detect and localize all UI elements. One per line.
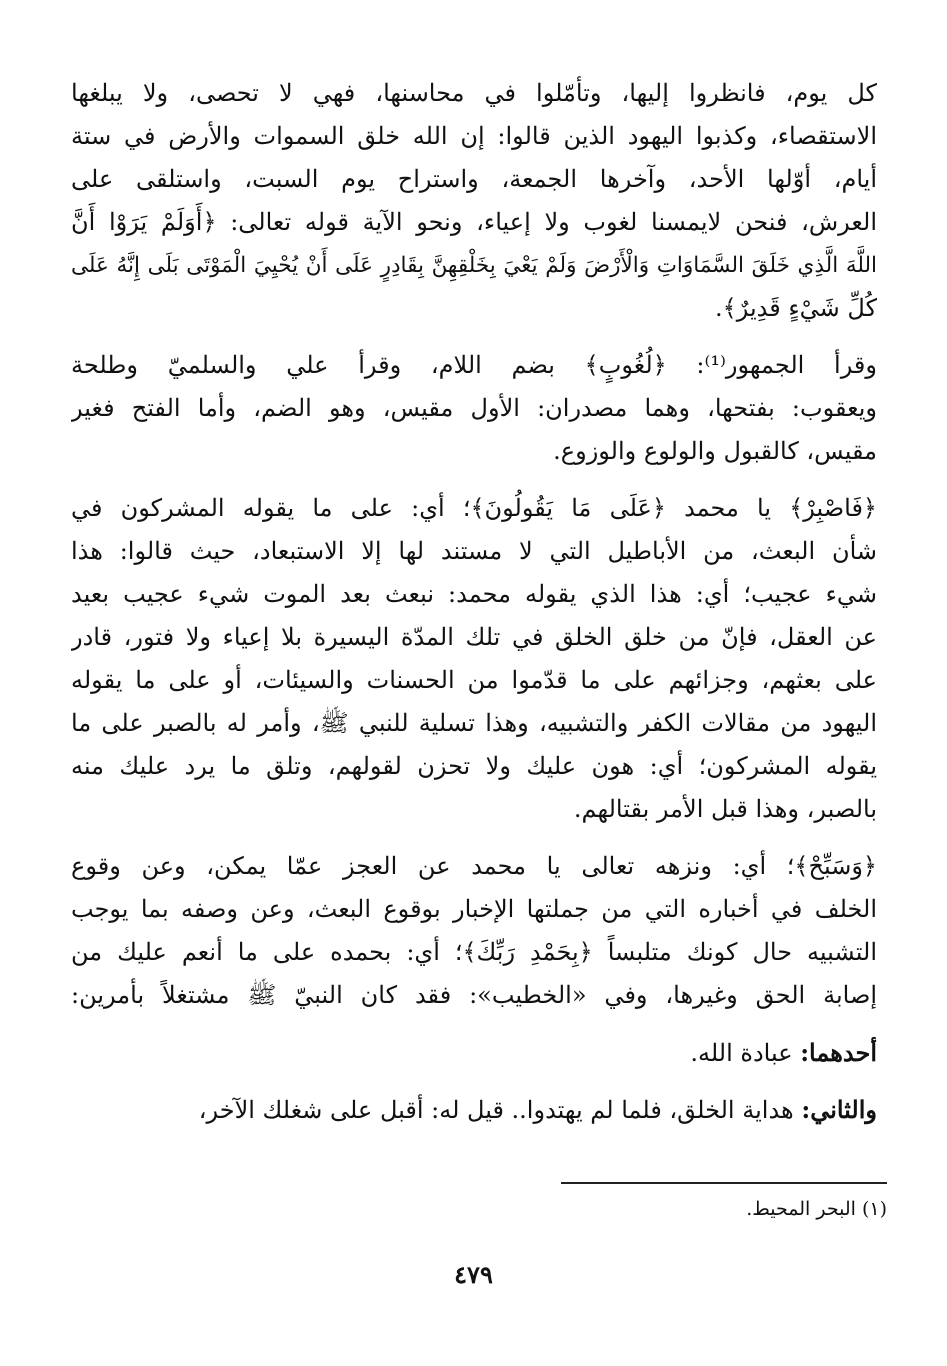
- paragraph-gap: [71, 1017, 877, 1031]
- text-line: كل يوم، فانظروا إليها، وتأمّلوا في محاسنها، فهي لا تحصى، ولا يبلغها: [71, 79, 877, 107]
- text-line: الاستقصاء، وكذبوا اليهود الذين قالوا: إن الله خلق السموات والأرض في ستة: [71, 122, 877, 150]
- item-lead: والثاني:: [801, 1095, 877, 1124]
- text-line: شيء عجيب؛ أي: هذا الذي يقوله محمد: نبعث بعد الموت شيء عجيب بعيد: [71, 580, 877, 608]
- text-line: اليهود من مقالات الكفر والتشبيه، وهذا تسلية للنبي ﷺ، وأمر له بالصبر على ما: [71, 709, 877, 737]
- quran-verse-line: اللَّهَ الَّذِي خَلَقَ السَّمَاوَاتِ وَالْأَرْضَ وَلَمْ يَعْيَ بِخَلْقِهِنَّ بِقَادِرٍ عَلَى أَنْ يُحْيِيَ الْمَوْتَى بَلَى إِنَّهُ عَلَى: [71, 253, 877, 278]
- text-line: عن العقل، فإنّ من خلق الخلق في تلك المدّة اليسيرة بلا إعياء ولا فتور، قادر: [71, 623, 877, 651]
- paragraph-gap: [71, 1074, 877, 1088]
- paragraph-1: [71, 72, 877, 330]
- text-line: العرش، فنحن لايمسنا لغوب ولا إعياء، ونحو الآية قوله تعالى: ﴿أَوَلَمْ يَرَوْا أَنَّ: [71, 208, 877, 236]
- text-line: مقيس، كالقبول والولوع والوزوع.: [553, 437, 877, 465]
- text-line: ﴿وَسَبِّحْ﴾؛ أي: ونزهه تعالى يا محمد عن العجز عمّا يمكن، وعن وقوع: [71, 852, 877, 880]
- footnote-divider: [561, 1182, 887, 1184]
- text-line: ويعقوب: بفتحها، وهما مصدران: الأول مقيس، وهو الضم، وأما الفتح فغير: [71, 394, 877, 422]
- item-lead: أحدهما:: [800, 1038, 877, 1067]
- text-line: شأن البعث، من الأباطيل التي لا مستند لها إلا الاستبعاد، حيث قالوا: هذا: [71, 537, 877, 565]
- text-line: على بعثهم، وجزائهم على ما قدّموا من الحسنات والسيئات، أو على ما يقوله: [71, 666, 877, 694]
- text-line: وقرأ الجمهور⁽¹⁾: ﴿لُغُوبٍ﴾ بضم اللام، وقرأ علي والسلميّ وطلحة: [71, 351, 877, 379]
- item-text: هداية الخلق، فلما لم يهتدوا.. قيل له: أقبل على شغلك الآخر،: [198, 1096, 802, 1124]
- paragraph-gap: [71, 831, 877, 845]
- text-line: الخلف في أخباره التي من جملتها الإخبار بوقوع البعث، وعن وصفه بما يوجب: [71, 895, 877, 923]
- text-line: إصابة الحق وغيرها، وفي «الخطيب»: فقد كان النبيّ ﷺ مشتغلاً بأمرين:: [71, 981, 877, 1009]
- page-number: ٤٧٩: [454, 1260, 493, 1289]
- paragraph-2: [71, 344, 877, 473]
- text-line: بالصبر، وهذا قبل الأمر بقتالهم.: [573, 795, 877, 823]
- text-line: يقوله المشركون؛ أي: هون عليك ولا تحزن لقولهم، وتلق ما يرد عليك منه: [71, 752, 877, 780]
- item-text: عبادة الله.: [690, 1039, 801, 1067]
- quran-verse-line: كُلِّ شَيْءٍ قَدِيرٌ﴾.: [715, 294, 877, 322]
- paragraph-4: [71, 845, 877, 1017]
- main-text: [71, 72, 877, 1131]
- item-second: [71, 1088, 877, 1131]
- text-line: ﴿فَاصْبِرْ﴾ يا محمد ﴿عَلَى مَا يَقُولُونَ﴾؛ أي: على ما يقوله المشركون في: [71, 494, 877, 522]
- paragraph-gap: [71, 473, 877, 487]
- text-line: أيام، أوّلها الأحد، وآخرها الجمعة، واستراح يوم السبت، واستلقى على: [71, 165, 877, 193]
- paragraph-gap: [71, 330, 877, 344]
- footnote: (١) البحر المحيط.: [746, 1198, 887, 1220]
- item-first: [71, 1031, 877, 1074]
- text-line: [71, 1031, 877, 1074]
- text-line: التشبيه حال كونك متلبساً ﴿بِحَمْدِ رَبِّكَ﴾؛ أي: بحمده على ما أنعم عليك من: [71, 938, 877, 966]
- text-line: [71, 1088, 877, 1131]
- paragraph-3: [71, 487, 877, 831]
